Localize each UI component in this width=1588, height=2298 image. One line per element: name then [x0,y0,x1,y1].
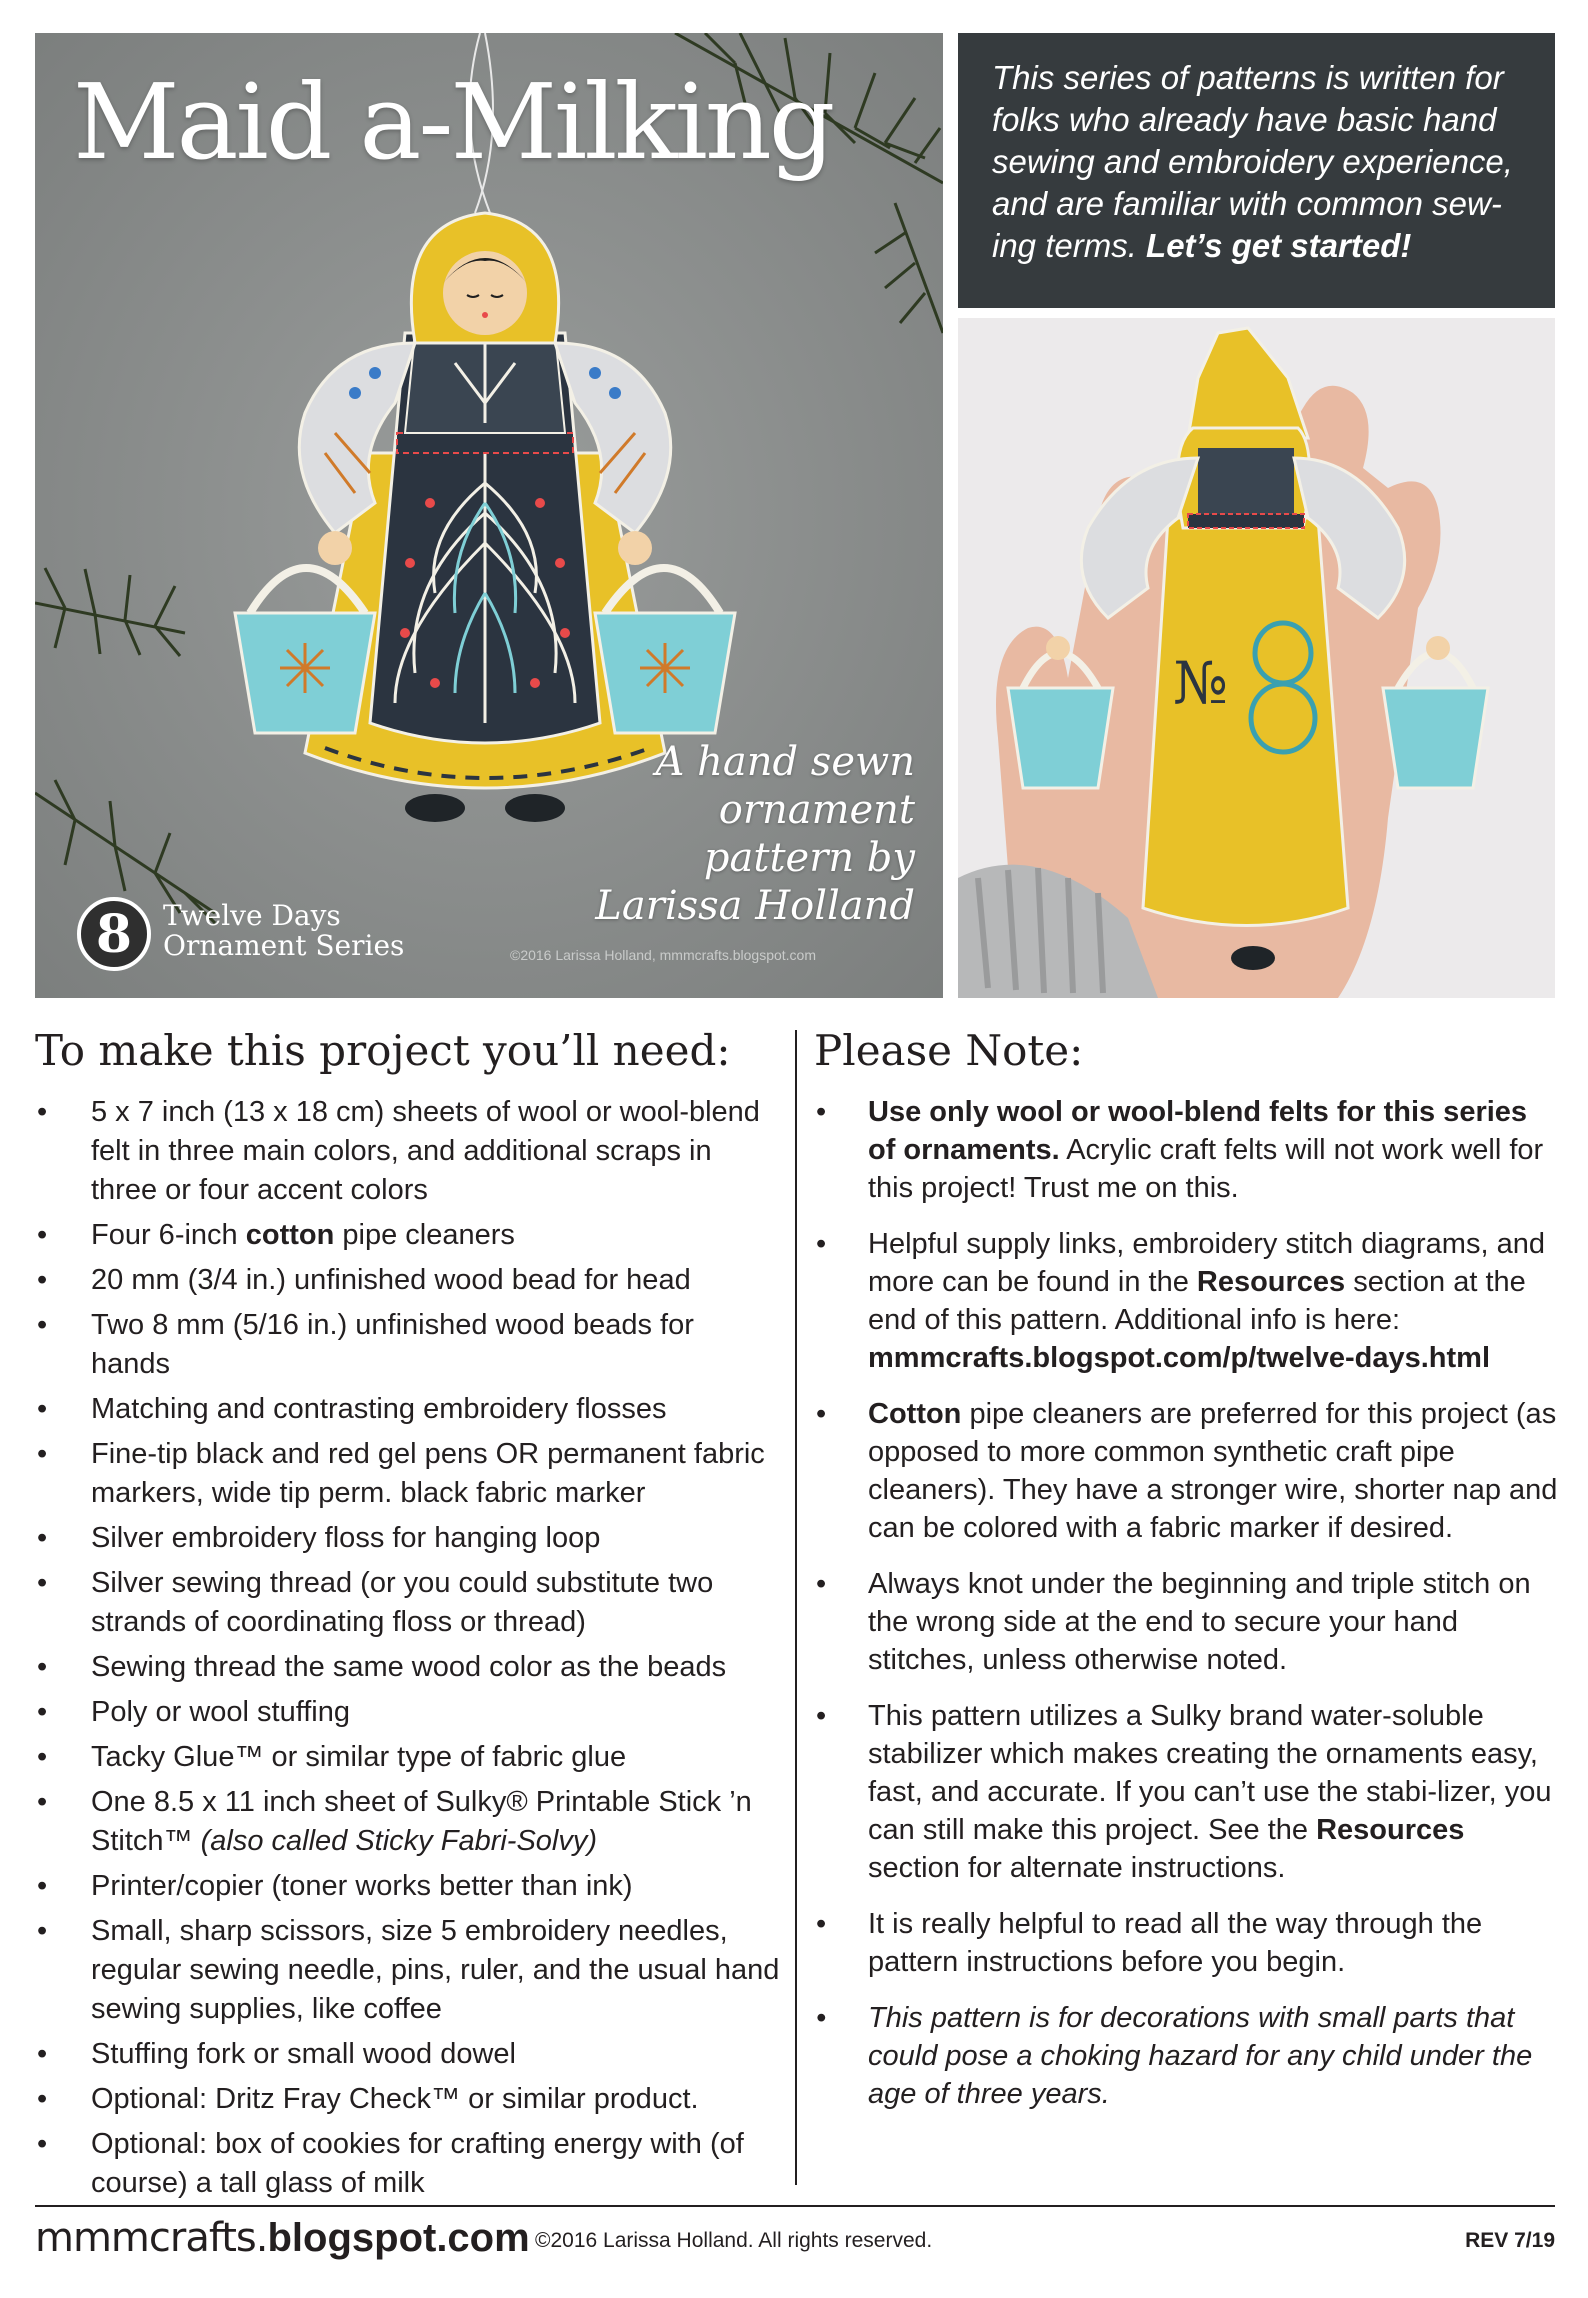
list-item: • Two 8 mm (5/16 in.) unfinished wood beads for hands [35,1306,780,1384]
list-item: • Silver sewing thread (or you could substitute two strands of coordinating floss or thread) [35,1564,780,1642]
list-item: • 20 mm (3/4 in.) unfinished wood bead for head [35,1261,780,1300]
item-text: pipe cleaners [334,1219,515,1251]
note-text: Acrylic craft felts will not work well for this project! Trust me on this. [868,1134,1544,1204]
intro-text [992,57,1525,267]
notes-heading: Please Note: [814,1026,1084,1075]
hero-caption [595,738,915,930]
note-text: pipe cleaners are preferred for this project (as opposed to more common synthetic craft pipe cleaners). They have a stronger wire, shorter nap and can be colored with a fabric marker if desired. [868,1398,1558,1544]
list-item: • Printer/copier (toner works better than ink) [35,1867,780,1906]
list-item: • Small, sharp scissors, size 5 embroidery needles, regular sewing needle, pins, ruler, and the usual hand sewing supplies, like coffee [35,1912,780,2029]
series-line-1: Twelve Days [163,899,341,932]
pattern-title: Maid a-Milking [73,61,833,183]
supplies-section [35,1023,780,2209]
note-text: This pattern utilizes a Sulky brand water-soluble stabilizer which makes creating the ornaments easy, fast, and accurate. If you can’t use the stabi-lizer, you can still make this project. See the [868,1700,1552,1846]
site-name-prefix: mmmcrafts. [35,2215,268,2261]
list-item [35,1783,780,1861]
supplies-list [35,1093,780,2203]
series-line-2: Ornament Series [163,929,405,962]
note-bold: Resources [1196,1266,1346,1298]
notes-section [814,1023,1559,2131]
hero-photo [35,33,943,998]
back-view-photo [958,318,1555,998]
revision-label: REV 7/19 [1465,2229,1555,2252]
list-item [814,1697,1559,1887]
site-name-suffix: blogspot.com [267,2216,530,2260]
list-item: • Poly or wool stuffing [35,1693,780,1732]
list-item: • This pattern is for decorations with small parts that could pose a choking hazard for any child under the age of three years. [814,1999,1559,2113]
series-label [163,901,404,961]
site-link[interactable] [35,2215,530,2261]
list-item: • Matching and contrasting embroidery flosses [35,1390,780,1429]
note-bold: Cotton [868,1398,962,1430]
supplies-heading: To make this project you’ll need: [35,1026,731,1075]
list-item [814,1225,1559,1377]
notes-list [814,1093,1559,2113]
footer [35,2215,1555,2265]
note-bold: Resources [1316,1814,1465,1846]
hand-holding-ornament [958,318,1555,998]
column-divider [795,1030,797,2185]
note-bold: Use only wool or wool-blend felts for this series of ornaments. [868,1096,1528,1166]
copyright: ©2016 Larissa Holland. All rights reserved. [535,2229,933,2252]
list-item: • It is really helpful to read all the way through the pattern instructions before you begin. [814,1905,1559,1981]
list-item: • Optional: box of cookies for crafting energy with (of course) a tall glass of milk [35,2125,780,2203]
list-item: • Silver embroidery floss for hanging loop [35,1519,780,1558]
caption-line: A hand sewn [655,739,915,785]
series-number-badge: 8 [77,897,151,971]
intro-body: This series of patterns is written for folks who already have basic hand sewing and embroidery experience, and are familiar with common sew-ing terms. [992,59,1513,264]
caption-line: pattern by [703,835,915,881]
list-item: • Always knot under the beginning and triple stitch on the wrong side at the end to secure your hand stitches, unless otherwise noted. [814,1565,1559,1679]
number-sign-mark: № [1173,649,1228,717]
list-item [35,1216,780,1255]
item-bold: cotton [245,1219,335,1251]
list-item: • Sewing thread the same wood color as the beads [35,1648,780,1687]
intro-box [958,33,1555,308]
item-italic: (also called Sticky Fabri-Solvy) [200,1825,598,1857]
list-item [814,1395,1559,1547]
item-text: One 8.5 x 11 inch sheet of Sulky® Printable Stick ’n Stitch™ [91,1786,752,1857]
list-item: • Stuffing fork or small wood dowel [35,2035,780,2074]
list-item: • 5 x 7 inch (13 x 18 cm) sheets of wool or wool-blend felt in three main colors, and additional scraps in three or four accent colors [35,1093,780,1210]
item-text: Four 6-inch [91,1219,246,1251]
list-item: • Tacky Glue™ or similar type of fabric glue [35,1738,780,1777]
footer-divider [35,2205,1555,2207]
twelve-days-link[interactable]: mmmcrafts.blogspot.com/p/twelve-days.html [868,1342,1491,1374]
list-item: • Fine-tip black and red gel pens OR permanent fabric markers, wide tip perm. black fabric marker [35,1435,780,1513]
intro-cta: Let’s get started! [1146,227,1412,264]
note-text: Helpful supply links, embroidery stitch diagrams, and more can be found in the [868,1228,1545,1298]
list-item [814,1093,1559,1207]
caption-line: ornament [718,787,915,833]
note-text: section at the end of this pattern. Additional info is here: [868,1266,1526,1336]
list-item: • Optional: Dritz Fray Check™ or similar product. [35,2080,780,2119]
photo-credit: ©2016 Larissa Holland, mmmcrafts.blogspot.com [510,947,816,963]
caption-line: Larissa Holland [595,883,915,929]
note-text: section for alternate instructions. [868,1852,1286,1884]
